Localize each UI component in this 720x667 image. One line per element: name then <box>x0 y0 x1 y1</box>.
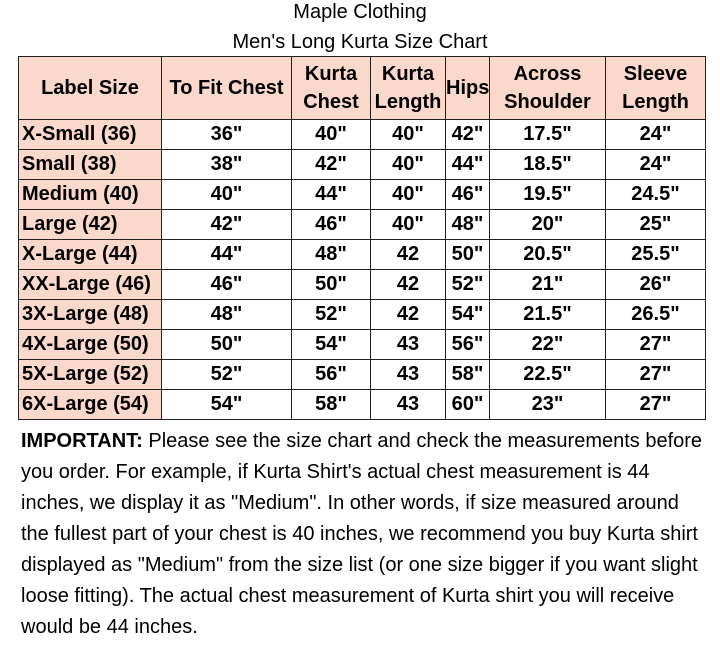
measurement-cell: 40" <box>162 180 292 210</box>
measurement-cell: 60" <box>446 390 490 420</box>
measurement-cell: 24" <box>606 150 706 180</box>
measurement-cell: 58" <box>292 390 371 420</box>
measurement-cell: 27" <box>606 390 706 420</box>
column-header-line1: Label Size <box>41 77 139 99</box>
size-label-cell: 4X-Large (50) <box>19 330 162 360</box>
column-header <box>19 57 162 120</box>
measurement-cell: 20" <box>490 210 606 240</box>
measurement-cell: 18.5" <box>490 150 606 180</box>
column-header-line1: Kurta <box>381 63 435 85</box>
measurement-cell: 26.5" <box>606 300 706 330</box>
measurement-cell: 52" <box>292 300 371 330</box>
measurement-cell: 56" <box>292 360 371 390</box>
measurement-cell: 22.5" <box>490 360 606 390</box>
measurement-cell: 25" <box>606 210 706 240</box>
measurement-cell: 52" <box>446 270 490 300</box>
table-row <box>19 360 706 390</box>
measurement-cell: 19.5" <box>490 180 606 210</box>
measurement-cell: 20.5" <box>490 240 606 270</box>
measurement-cell: 24.5" <box>606 180 706 210</box>
size-label-cell: X-Small (36) <box>19 120 162 150</box>
size-label-cell: XX-Large (46) <box>19 270 162 300</box>
measurement-cell: 43 <box>371 330 446 360</box>
measurement-cell: 21.5" <box>490 300 606 330</box>
column-header-line1: Kurta <box>304 63 358 85</box>
measurement-cell: 27" <box>606 360 706 390</box>
column-header-line2: Length <box>374 91 442 113</box>
measurement-cell: 48" <box>162 300 292 330</box>
measurement-cell: 56" <box>446 330 490 360</box>
measurement-cell: 42" <box>162 210 292 240</box>
table-row <box>19 300 706 330</box>
measurement-cell: 38" <box>162 150 292 180</box>
important-label: IMPORTANT: <box>21 430 143 452</box>
measurement-cell: 42" <box>292 150 371 180</box>
measurement-cell: 58" <box>446 360 490 390</box>
column-header-line2: Chest <box>303 91 359 113</box>
measurement-cell: 24" <box>606 120 706 150</box>
measurement-cell: 54" <box>446 300 490 330</box>
table-row <box>19 120 706 150</box>
column-header <box>490 57 606 120</box>
measurement-cell: 44" <box>446 150 490 180</box>
measurement-cell: 54" <box>162 390 292 420</box>
measurement-cell: 23" <box>490 390 606 420</box>
measurement-cell: 54" <box>292 330 371 360</box>
size-label-cell: X-Large (44) <box>19 240 162 270</box>
measurement-cell: 46" <box>292 210 371 240</box>
column-header-line1: Across <box>513 63 582 85</box>
column-header <box>606 57 706 120</box>
measurement-cell: 40" <box>371 120 446 150</box>
column-header <box>292 57 371 120</box>
measurement-cell: 50" <box>446 240 490 270</box>
measurement-cell: 42 <box>371 300 446 330</box>
size-label-cell: Medium (40) <box>19 180 162 210</box>
measurement-cell: 44" <box>162 240 292 270</box>
table-row <box>19 240 706 270</box>
column-header-line1: Sleeve <box>623 63 688 85</box>
measurement-cell: 40" <box>371 180 446 210</box>
measurement-cell: 26" <box>606 270 706 300</box>
measurement-cell: 46" <box>446 180 490 210</box>
measurement-cell: 50" <box>162 330 292 360</box>
measurement-cell: 43 <box>371 390 446 420</box>
measurement-cell: 43 <box>371 360 446 390</box>
important-note <box>21 426 711 643</box>
measurement-cell: 42 <box>371 270 446 300</box>
measurement-cell: 46" <box>162 270 292 300</box>
measurement-cell: 22" <box>490 330 606 360</box>
measurement-cell: 40" <box>371 150 446 180</box>
size-label-cell: 6X-Large (54) <box>19 390 162 420</box>
measurement-cell: 27" <box>606 330 706 360</box>
measurement-cell: 50" <box>292 270 371 300</box>
column-header <box>446 57 490 120</box>
measurement-cell: 42" <box>446 120 490 150</box>
column-header-line1: To Fit Chest <box>169 77 284 99</box>
column-header <box>371 57 446 120</box>
measurement-cell: 40" <box>292 120 371 150</box>
size-label-cell: Small (38) <box>19 150 162 180</box>
measurement-cell: 48" <box>292 240 371 270</box>
size-label-cell: 5X-Large (52) <box>19 360 162 390</box>
brand-name: Maple Clothing <box>293 1 427 23</box>
size-label-cell: Large (42) <box>19 210 162 240</box>
measurement-cell: 40" <box>371 210 446 240</box>
table-row <box>19 330 706 360</box>
column-header-line1: Hips <box>446 77 490 99</box>
table-row <box>19 390 706 420</box>
size-chart-table <box>18 56 706 420</box>
important-text: Please see the size chart and check the measurements before you order. For example, if Kurta Shirt's actual chest measurement is 44 inches, we display it as "Medium". In other words, if size measured around the fullest part of your chest is 40 inches, we recommend you buy Kurta shirt displayed as "Medium" from the size list (or one size bigger if you want slight loose fitting). The actual chest measurement of Kurta shirt you will receive would be 44 inches. <box>21 430 703 638</box>
measurement-cell: 21" <box>490 270 606 300</box>
table-row <box>19 210 706 240</box>
column-header-line2: Shoulder <box>504 91 591 113</box>
column-header-line2: Length <box>622 91 689 113</box>
measurement-cell: 44" <box>292 180 371 210</box>
chart-title: Men's Long Kurta Size Chart <box>232 31 488 53</box>
table-row <box>19 150 706 180</box>
measurement-cell: 42 <box>371 240 446 270</box>
size-label-cell: 3X-Large (48) <box>19 300 162 330</box>
measurement-cell: 52" <box>162 360 292 390</box>
measurement-cell: 25.5" <box>606 240 706 270</box>
column-header <box>162 57 292 120</box>
table-body <box>19 120 706 420</box>
measurement-cell: 36" <box>162 120 292 150</box>
measurement-cell: 48" <box>446 210 490 240</box>
header-row <box>19 57 706 120</box>
table-row <box>19 180 706 210</box>
table-row <box>19 270 706 300</box>
measurement-cell: 17.5" <box>490 120 606 150</box>
